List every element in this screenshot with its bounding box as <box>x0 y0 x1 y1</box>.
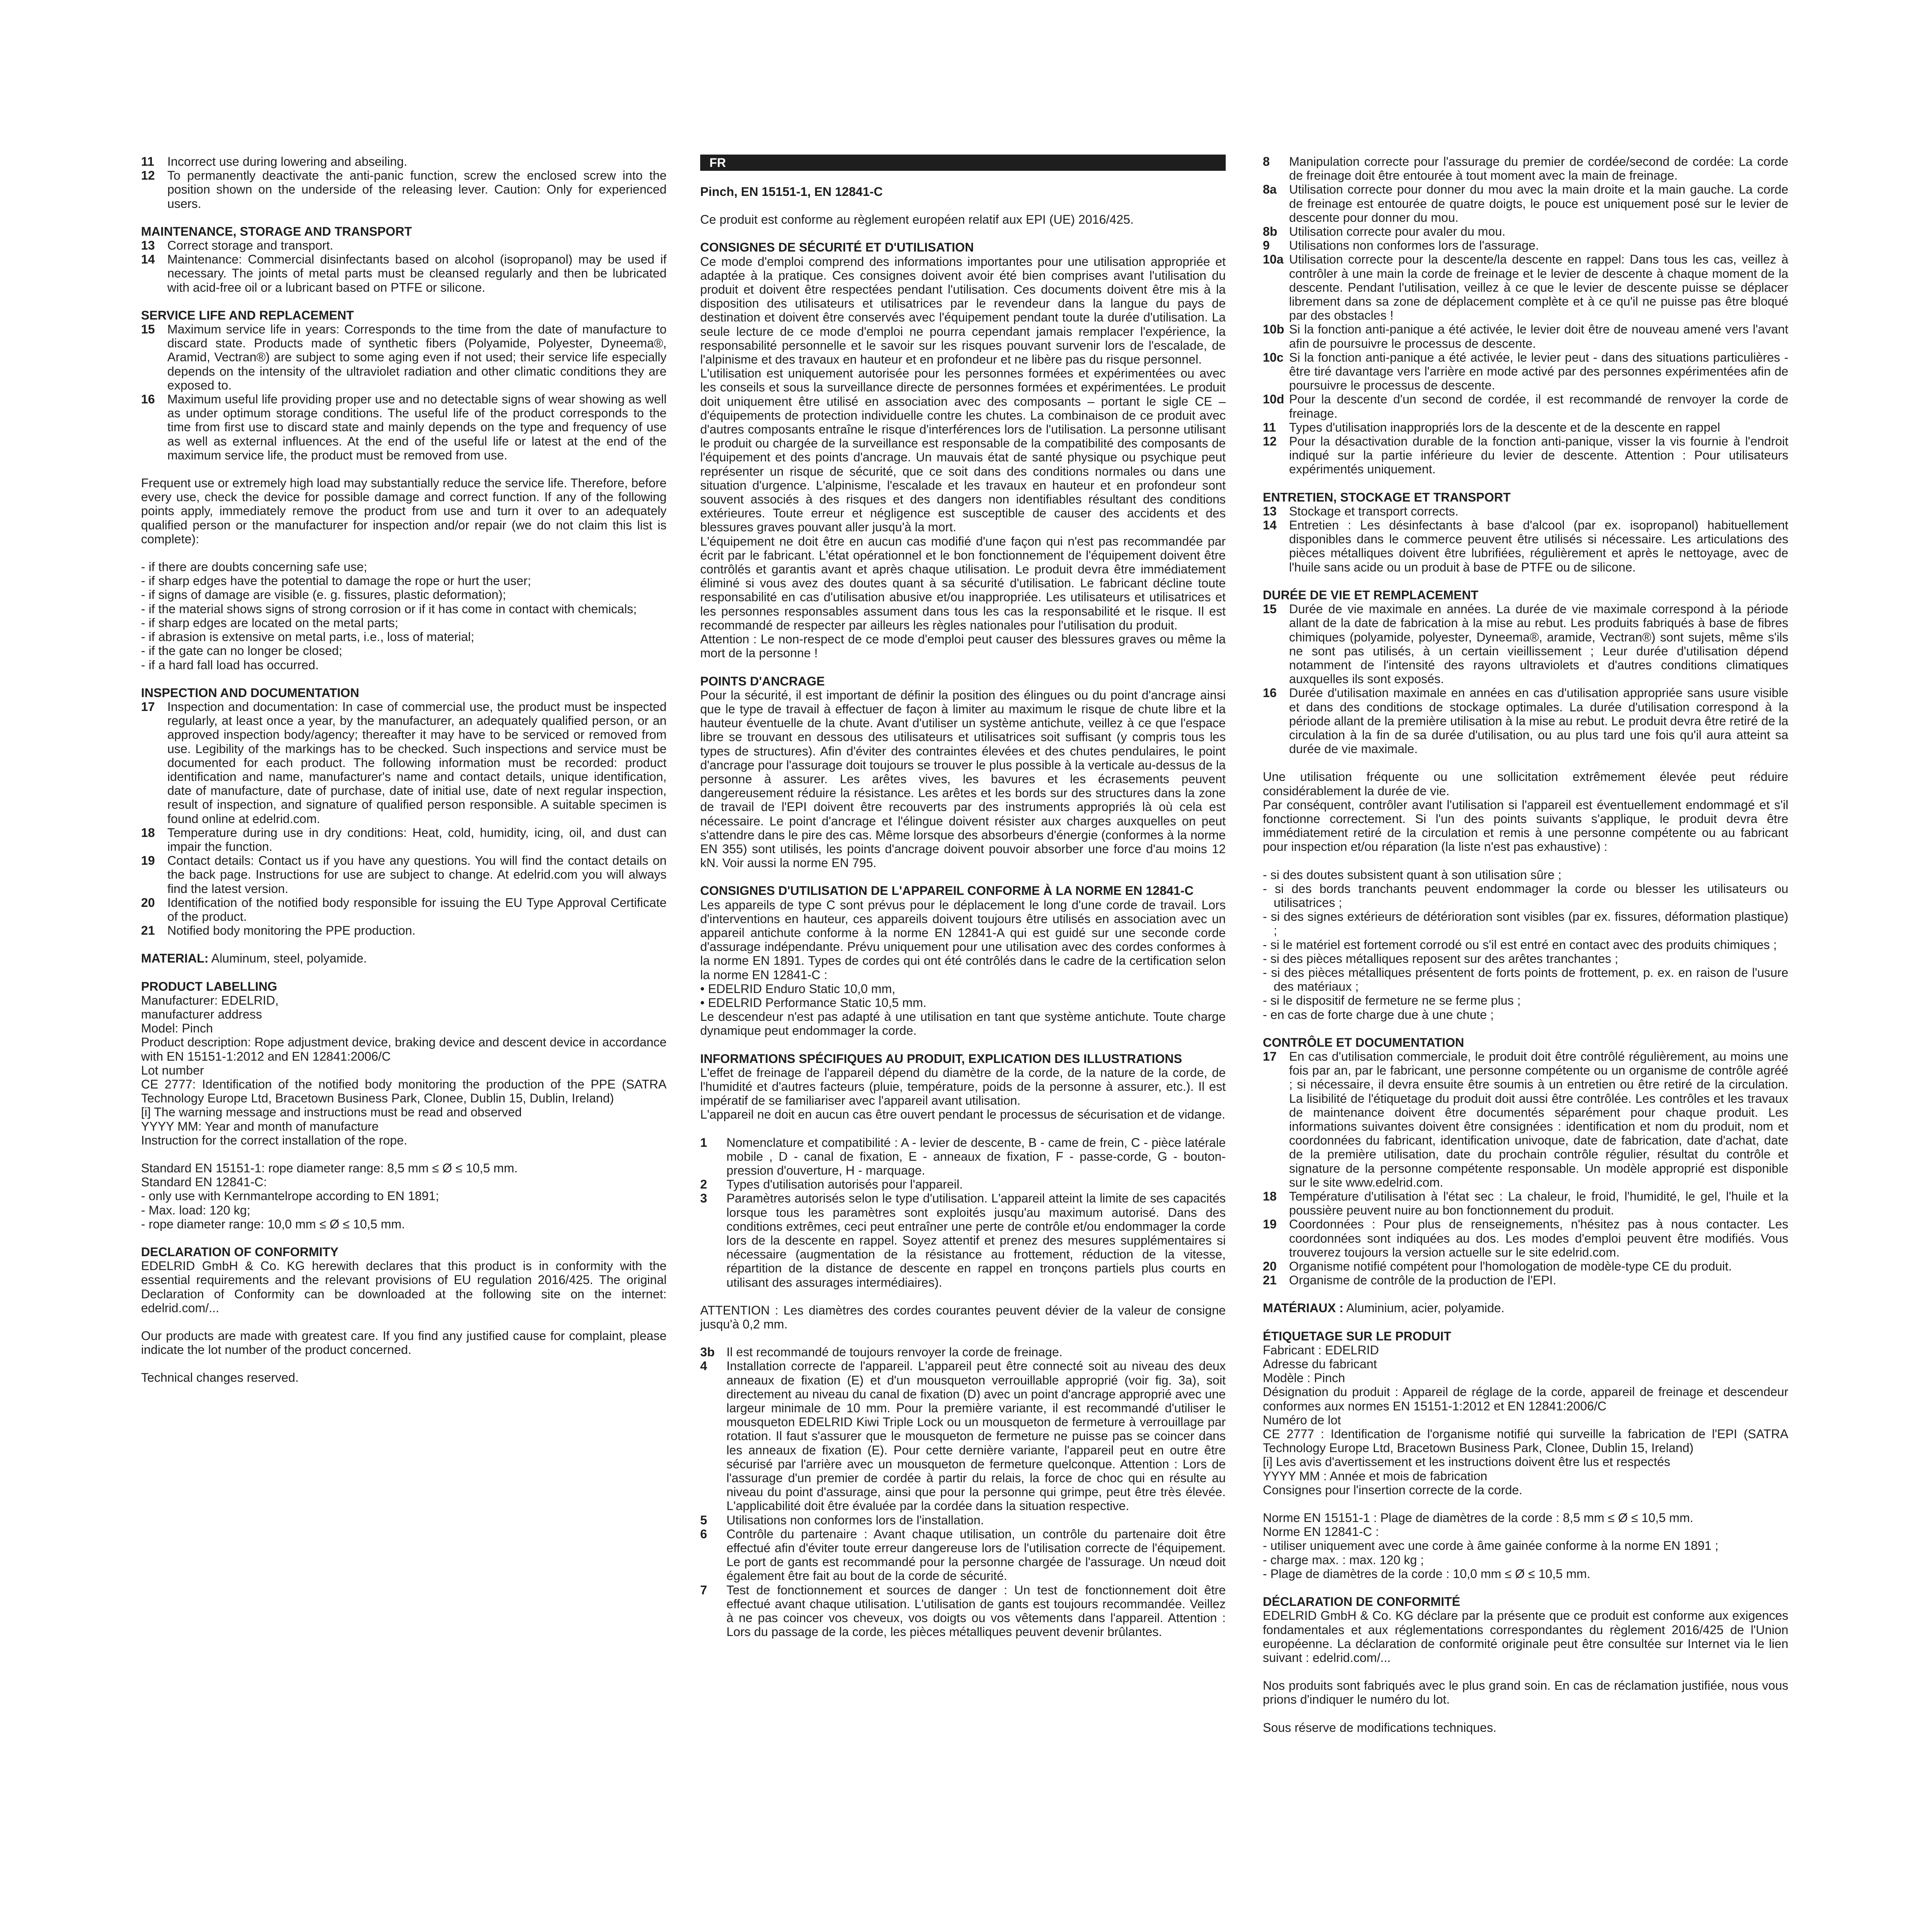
item-number: 10a <box>1263 252 1284 267</box>
item-number: 2 <box>700 1177 707 1192</box>
text-line: Numéro de lot <box>1263 1413 1341 1427</box>
text-line: [i] Les avis d'avertissement et les instructions doivent être lus et respectés <box>1263 1455 1670 1469</box>
norm-bullets <box>700 982 1226 1010</box>
fr-frequent-paras <box>1263 770 1788 854</box>
text-line: L'équipement ne doit être en aucun cas modifié d'une façon qui n'est pas recommandée par écrit par le fabricant. L'état opérationnel et le bon fonctionnement de l'équipement doivent être contrôlés et garantis avant et après chaque utilisation. Le produit devra être immédiatement éliminé si vous avez des doutes quant à sa sécurité d'utilisation. Le fabricant décline toute responsabilité en cas d'utilisation abusive et/ou inappropriée. Les utilisateurs et utilisatrices et les personnes responsables assument dans tous les cas la responsabilité et le risque. Il est recommandé de respecter par ailleurs les règles nationales pour l'utilisation du produit. <box>700 534 1226 632</box>
text-line: • EDELRID Enduro Static 10,0 mm, <box>700 981 896 996</box>
item-number: 18 <box>1263 1189 1277 1204</box>
list-item <box>1263 252 1788 322</box>
item-number: 17 <box>141 699 155 714</box>
item-number: 11 <box>141 155 155 168</box>
text-line: - only use with Kernmantelrope according to EN 1891; <box>141 1189 439 1203</box>
list-item <box>1263 420 1788 434</box>
text-line: Par conséquent, contrôler avant l'utilisation si l'appareil est éventuellement endommagé et s'il fonctionne correctement. Si l'un des points suivants s'applique, le produit devra être immédiatement retiré de la circulation et remis à une personne compétente ou au fabricant pour inspection et/ou réparation (la liste n'est pas exhaustive) : <box>1263 798 1788 854</box>
list-item <box>1263 1189 1788 1217</box>
item-number: 17 <box>1263 1049 1277 1063</box>
item-text: Il est recommandé de toujours renvoyer la corde de freinage. <box>726 1345 1063 1359</box>
item-text: Types d'utilisation inappropriés lors de la descente et de la descente en rappel <box>1289 420 1720 434</box>
list-item <box>700 1527 1226 1583</box>
material-label: MATERIAL: <box>141 951 209 966</box>
item-number: 1 <box>700 1135 707 1150</box>
list-fr-a <box>700 1136 1226 1289</box>
item-number: 11 <box>1263 420 1276 434</box>
labelling-heading: PRODUCT LABELLING <box>141 979 277 993</box>
item-text: Contrôle du partenaire : Avant chaque utilisation, un contrôle du partenaire doit être effectué afin d'éviter toute erreur dangereuse lors de l'utilisation correcte de l'équipement. Le port de gants est recommandé pour la personne chargée de l'assurage. Un nœud doit également être fait au bout de la corde de sécurité. <box>726 1527 1226 1583</box>
item-text: Incorrect use during lowering and abseiling. <box>167 155 407 168</box>
material-text: Aluminum, steel, polyamide. <box>208 951 367 966</box>
fr-label-heading: ÉTIQUETAGE SUR LE PRODUIT <box>1263 1329 1451 1343</box>
item-number: 13 <box>1263 504 1277 518</box>
text-line: - si le matériel est fortement corrodé ou s'il est entré en contact avec des produits chimiques ; <box>1263 937 1777 952</box>
safety-heading: CONSIGNES DE SÉCURITÉ ET D'UTILISATION <box>700 240 974 255</box>
item-text: Organisme de contrôle de la production de l'EPI. <box>1289 1273 1556 1287</box>
info-paras <box>700 1066 1226 1122</box>
text-line: - rope diameter range: 10,0 mm ≤ Ø ≤ 10,5 mm. <box>141 1217 405 1231</box>
list-item <box>1263 238 1788 252</box>
item-number: 3 <box>700 1191 707 1206</box>
item-text: Utilisations non conformes lors de l'assurage. <box>1289 238 1539 253</box>
item-text: Si la fonction anti-panique a été activée, le levier doit être de nouveau amené vers l'avant afin de poursuivre le processus de descente. <box>1289 322 1788 350</box>
list-item <box>141 923 667 937</box>
item-number: 5 <box>700 1513 707 1527</box>
fr-norm-lines <box>1263 1511 1788 1581</box>
text-line: - si le dispositif de fermeture ne se ferme plus ; <box>1263 993 1521 1008</box>
text-line: Modèle : Pinch <box>1263 1371 1345 1385</box>
item-text: Installation correcte de l'appareil. L'appareil peut être connecté soit au niveau des deux anneaux de fixation (E) et d'un mousqueton verrouillable approprié (voir fig. 3a), soit directement au niveau du canal de fixation (D) avec un point d'ancrage approprié avec une largeur minimale de 10 mm. Pour la première variante, il est recommandé d'utiliser le mousqueton EDELRID Kiwi Triple Lock ou un mousqueton de fermeture à verrouillage par rotation. Il faut s'assurer que le mousqueton de fermeture ne puisse pas se coincer dans les anneaux de fixation (E). Pour cette dernière variante, l'appareil peut en outre être sécurisé par l'arrière avec un mousqueton de fermeture quelconque. Attention : Lors de l'assurage d'un premier de cordée à partir du relais, la force de choc qui en résulte au niveau du point d'assurage, ainsi que pour la personne qui grimpe, peut être très élevée. L'applicabilité doit être évaluée par la cordée dans la situation respective. <box>726 1359 1226 1513</box>
text-line: Consignes pour l'insertion correcte de la corde. <box>1263 1483 1522 1497</box>
list-item <box>700 1513 1226 1527</box>
inspection-heading: INSPECTION AND DOCUMENTATION <box>141 685 359 700</box>
anchor-text: Pour la sécurité, il est important de définir la position des élingues ou du point d'ancrage ainsi que le type de travail à effectuer de façon à limiter au maximum le risque de chute libre et la hauteur éventuelle de la chute. Avant d'utiliser un système antichute, veillez à ce que l'espace libre se trouvant en dessous des utilisateurs et utilisatrices soit suffisant (y compris tous les types de structures). Afin d'éviter des contraintes élevées et des chutes pendulaires, le point d'ancrage pour l'assurage doit toujours se trouver le plus possible à la verticale au-dessus de la personne à assurer. Les arêtes vives, les bavures et les écrasements peuvent dangereusement réduire la résistance. Les arêtes et les bords sur des structures dans la zone de travail de l'EPI doivent être recouverts par des instruments appropriés là où cela est nécessaire. Le point d'ancrage et l'élingue doivent résister aux charges auxquelles on peut s'attendre dans le pire des cas. Même lorsque des absorbeurs d'énergie (conformes à la norme EN 355) sont utilisés, les points d'ancrage doivent pouvoir absorber une force d'au moins 12 kN. Voir aussi la norme EN 795. <box>700 688 1226 870</box>
fr-life-heading: DURÉE DE VIE ET REMPLACEMENT <box>1263 588 1478 602</box>
list-en-service <box>141 322 667 462</box>
text-line: - Max. load: 120 kg; <box>141 1203 250 1217</box>
list-item <box>141 155 667 168</box>
list-item <box>700 1177 1226 1191</box>
item-text: Paramètres autorisés selon le type d'utilisation. L'appareil atteint la limite de ses capacités lorsque tous les paramètres sont exploités jusqu'au maximum autorisé. Dans des conditions extrêmes, ceci peut entraîner une perte de contrôle et/ou endommager la corde lors de la descente en rappel. Soyez attentif et prenez des mesures supplémentaires si nécessaire (augmentation de la résistance au frottement, réduction de la vitesse, répartition de la distance de descente en rappel en tronçons partiels plus courts en utilisant des assurages intermédiaires). <box>726 1191 1226 1289</box>
text-line: Product description: Rope adjustment device, braking device and descent device in accordance with EN 15151-1:2012 and EN 12841:2006/C <box>141 1035 667 1063</box>
item-number: 8 <box>1263 155 1270 168</box>
list-item <box>1263 1259 1788 1273</box>
item-number: 21 <box>1263 1273 1277 1287</box>
list-item <box>141 322 667 392</box>
text-line: Une utilisation fréquente ou une sollicitation extrêmement élevée peut réduire considérablement la durée de vie. <box>1263 770 1788 798</box>
text-line: YYYY MM: Year and month of manufacture <box>141 1119 379 1133</box>
list-item <box>1263 518 1788 574</box>
fr-material-label: MATÉRIAUX : <box>1263 1301 1344 1315</box>
item-number: 14 <box>141 252 155 267</box>
list-item <box>1263 322 1788 350</box>
item-number: 7 <box>700 1583 707 1597</box>
item-text: Test de fonctionnement et sources de danger : Un test de fonctionnement doit être effectué avant chaque utilisation. L'utilisation de gants est toujours recommandée. Veillez à ne pas coincer vos cheveux, vos doigts ou vos vêtements dans l'appareil. Attention : Lors du passage de la corde, les pièces métalliques peuvent devenir brûlantes. <box>726 1583 1226 1639</box>
item-number: 10c <box>1263 350 1284 364</box>
item-number: 8a <box>1263 182 1277 197</box>
norm-heading: CONSIGNES D'UTILISATION DE L'APPAREIL CONFORME À LA NORME EN 12841-C <box>700 884 1194 898</box>
list-item <box>1263 392 1788 420</box>
item-number: 16 <box>141 392 155 406</box>
standard-lines <box>141 1161 667 1231</box>
fr-changes-text: Sous réserve de modifications techniques. <box>1263 1720 1497 1735</box>
list-fr-c <box>1263 155 1788 476</box>
attention-diameter: ATTENTION : Les diamètres des cordes courantes peuvent dévier de la valeur de consigne jusqu'à 0,2 mm. <box>700 1303 1226 1332</box>
item-text: Entretien : Les désinfectants à base d'alcool (par ex. isopropanol) habituellement disponibles dans le commerce peuvent être utilisés si nécessaire. Les articulations des pièces métalliques doivent être lubrifiées, régulièrement et après le nettoyage, avec de l'huile sans acide ou un produit à base de PTFE ou de silicone. <box>1289 518 1788 574</box>
list-item <box>700 1583 1226 1639</box>
text-line: Attention : Le non-respect de ce mode d'emploi peut causer des blessures graves ou même la mort de la personne ! <box>700 632 1226 660</box>
item-text: Maximum useful life providing proper use and no detectable signs of wear showing as well as under optimum storage conditions. The useful life of the product corresponds to the time from first use to discard state and mainly depends on the type and frequency of use as well as external influences. At the end of the useful life or latest at the end of the maximum service life, the product must be removed from use. <box>167 392 667 462</box>
item-text: Identification of the notified body responsible for issuing the EU Type Approval Certificate of the product. <box>167 895 667 923</box>
text-line: Désignation du produit : Appareil de réglage de la corde, appareil de freinage et descendeur conformes aux normes EN 15151-1:2012 et EN 12841:2006/C <box>1263 1385 1788 1413</box>
list-item <box>700 1345 1226 1359</box>
list-item <box>141 854 667 896</box>
norm-text: Les appareils de type C sont prévus pour le déplacement le long d'une corde de travail. Lors d'interventions en hauteur, ces appareils doivent toujours être utilisés en association avec un appareil antichute conforme à la norme EN 12841-A qui est guidé sur une seconde corde d'assurage indépendante. Prévu uniquement pour une utilisation avec des cordes conformes à la norme EN 1891. Types de cordes qui ont été contrôlés dans le cadre de la certification selon la norme EN 12841-C : <box>700 898 1226 982</box>
safety-paras <box>700 255 1226 660</box>
labelling-lines <box>141 993 667 1147</box>
text-line: - charge max. : max. 120 kg ; <box>1263 1553 1424 1567</box>
item-text: Utilisation correcte pour avaler du mou. <box>1289 224 1505 239</box>
text-line: Instruction for the correct installation of the rope. <box>141 1133 407 1147</box>
item-text: Utilisation correcte pour donner du mou avec la main droite et la main gauche. La corde de freinage est entourée de quatre doigts, le pouce est uniquement posé sur le levier de descente pour donner du mou. <box>1289 182 1788 224</box>
fr-label-lines <box>1263 1343 1788 1497</box>
list-en-inspection <box>141 700 667 937</box>
text-line: - if the gate can no longer be closed; <box>141 644 342 658</box>
text-line: - if sharp edges are located on the metal parts; <box>141 616 398 630</box>
item-number: 8b <box>1263 224 1277 239</box>
item-text: Correct storage and transport. <box>167 238 333 253</box>
text-line: - if sharp edges have the potential to damage the rope or hurt the user; <box>141 574 531 588</box>
anchor-heading: POINTS D'ANCRAGE <box>700 674 825 688</box>
item-number: 15 <box>1263 602 1277 616</box>
text-line: Norme EN 15151-1 : Plage de diamètres de la corde : 8,5 mm ≤ Ø ≤ 10,5 mm. <box>1263 1511 1694 1525</box>
text-line: manufacturer address <box>141 1007 262 1021</box>
text-line: - si des bords tranchants peuvent endommager la corde ou blesser les utilisateurs ou utilisatrices ; <box>1263 881 1788 910</box>
norm-after: Le descendeur n'est pas adapté à une utilisation en tant que système antichute. Toute charge dynamique peut endommager la corde. <box>700 1010 1226 1038</box>
text-line: - si des doutes subsistent quant à son utilisation sûre ; <box>1263 867 1561 882</box>
item-text: Manipulation correcte pour l'assurage du premier de cordée/second de cordée: La corde de freinage doit être entourée à tout moment avec la main de freinage. <box>1289 155 1788 183</box>
item-number: 19 <box>141 854 155 868</box>
list-item <box>141 238 667 252</box>
checklist-en <box>141 560 667 672</box>
item-number: 10d <box>1263 392 1284 406</box>
service-life-heading: SERVICE LIFE AND REPLACEMENT <box>141 308 354 322</box>
item-text: Maintenance: Commercial disinfectants based on alcohol (isopropanol) may be used if necessary. The joints of metal parts must be cleansed regularly and then be lubricated with acid-free oil or a lubricant based on PTFE or silicone. <box>167 252 667 294</box>
item-number: 20 <box>141 895 155 910</box>
text-line: L'effet de freinage de l'appareil dépend du diamètre de la corde, de la nature de la corde, de l'humidité et d'autres facteurs (pluie, température, poids de la personne à assurer, etc.). Il est impératif de se familiariser avec l'appareil avant utilisation. <box>700 1065 1226 1108</box>
declaration-heading: DECLARATION OF CONFORMITY <box>141 1245 338 1259</box>
declaration-text: EDELRID GmbH & Co. KG herewith declares that this product is in conformity with the essential requirements and the relevant provisions of EU regulation 2016/425. The original Declaration of Conformity can be downloaded at the following site on the internet: edelrid.com/... <box>141 1259 667 1315</box>
list-item <box>1263 504 1788 518</box>
list-item <box>141 252 667 294</box>
list-item <box>1263 1049 1788 1189</box>
product-title: Pinch, EN 15151-1, EN 12841-C <box>700 185 883 199</box>
text-line: [i] The warning message and instructions must be read and observed <box>141 1105 522 1119</box>
text-line: - if abrasion is extensive on metal parts, i.e., loss of material; <box>141 630 475 644</box>
list-item <box>700 1136 1226 1178</box>
item-number: 10b <box>1263 322 1284 337</box>
info-heading: INFORMATIONS SPÉCIFIQUES AU PRODUIT, EXPLICATION DES ILLUSTRATIONS <box>700 1051 1182 1066</box>
item-text: Utilisation correcte pour la descente/la descente en rappel: Dans tous les cas, veillez à contrôler à une main la corde de freinage et le levier de descente à chaque moment de la descente. Pendant l'utilisation, veillez à ce que le levier de descente puisse se déplacer librement dans sa zone de déplacement complète et à ce qu'il ne puisse pas être bloqué par des obstacles ! <box>1289 252 1788 323</box>
fr-declaration-heading: DÉCLARATION DE CONFORMITÉ <box>1263 1595 1460 1609</box>
list-item <box>141 826 667 854</box>
list-item <box>1263 224 1788 238</box>
list-item <box>141 392 667 462</box>
item-number: 21 <box>141 923 155 938</box>
care-text: Our products are made with greatest care. If you find any justified cause for complaint, please indicate the lot number of the product concerned. <box>141 1329 667 1357</box>
item-text: Stockage et transport corrects. <box>1289 504 1459 518</box>
text-line: - si des pièces métalliques présentent de forts points de frottement, p. ex. en raison de l'usure des matériaux ; <box>1263 965 1788 994</box>
list-item <box>700 1191 1226 1289</box>
item-text: Organisme notifié compétent pour l'homologation de modèle-type CE du produit. <box>1289 1259 1732 1274</box>
item-number: 20 <box>1263 1259 1277 1274</box>
fr-declaration-text: EDELRID GmbH & Co. KG déclare par la présente que ce produit est conforme aux exigences fondamentales et aux réglementations correspondantes du règlement 2016/425 de l'Union européenne. La déclaration de conformité originale peut être consultée sur Internet via le lien suivant : edelrid.com/... <box>1263 1609 1788 1665</box>
item-text: Contact details: Contact us if you have any questions. You will find the contact details on the back page. Instructions for use are subject to change. At edelrid.com you will always find the latest version. <box>167 854 667 896</box>
item-text: En cas d'utilisation commerciale, le produit doit être contrôlé régulièrement, au moins une fois par an, par le fabricant, une personne compétente ou un organisme de contrôle agréé ; si nécessaire, il devra ensuite être soumis à un entretien ou être retiré de la circulation. La lisibilité de l'étiquetage du produit doit aussi être contrôlée. Les contrôles et les travaux de maintenance doivent être documentés séparément pour chaque produit. Les informations suivantes doivent être consignées : identification et nom du produit, nom et coordonnées du fabricant, identification univoque, date de fabrication, date d'achat, date de la première utilisation, date du prochain contrôle régulier, résultat du contrôle et signature de la personne compétente responsable. Un modèle approprié est disponible sur le site www.edelrid.com. <box>1289 1049 1788 1189</box>
item-text: Nomenclature et compatibilité : A - levier de descente, B - came de frein, C - pièce latérale mobile , D - canal de fixation, E - anneaux de fixation, F - passe-corde, G - bouton-pression d'ouverture, H - marquage. <box>726 1135 1226 1177</box>
item-text: Utilisations non conformes lors de l'installation. <box>726 1513 984 1527</box>
list-item <box>141 168 667 211</box>
text-line: L'utilisation est uniquement autorisée pour les personnes formées et expérimentées ou avec les conseils et sous la surveillance directe de personnes formées et expérimentées. Le produit doit uniquement être utilisé en association avec des composants – portant le sigle CE – d'équipements de protection individuelle contre les chutes. La combinaison de ce produit avec d'autres composants entraîne le risque d'interférences lors de l'utilisation. La personne utilisant le produit ou chargée de la surveillance est responsable de la compatibilité des composants de l'équipement et des points d'ancrage. Un mauvais état de santé physique ou psychique peut représenter un risque de sécurité, que ce soit dans des conditions normales ou dans une situation d'urgence. L'alpinisme, l'escalade et les travaux en hauteur et en profondeur sont souvent associés à des risques et des dangers non identifiables résultant des conditions extérieures. Toute erreur et négligence est susceptible de causer des accidents et des blessures graves pouvant aller jusqu'à la mort. <box>700 366 1226 534</box>
item-text: Maximum service life in years: Corresponds to the time from the date of manufacture to discard state. Products made of synthetic fibers (Polyamide, Polyester, Dyneema®, Aramid, Vectran®) are subject to some aging even if not used; their service life especially depends on the intensity of the ultraviolet radiation and other climatic conditions they are exposed to. <box>167 322 667 392</box>
item-number: 12 <box>1263 434 1277 449</box>
list-fr-b <box>700 1345 1226 1639</box>
list-item <box>141 700 667 826</box>
list-item <box>1263 182 1788 224</box>
intro-text: Ce produit est conforme au règlement européen relatif aux EPI (UE) 2016/425. <box>700 213 1134 227</box>
language-bar-fr: FR <box>700 155 1226 171</box>
list-fr-control <box>1263 1049 1788 1287</box>
text-line: - Plage de diamètres de la corde : 10,0 mm ≤ Ø ≤ 10,5 mm. <box>1263 1566 1590 1581</box>
list-item <box>700 1359 1226 1513</box>
text-line: - si des pièces métalliques reposent sur des arêtes tranchantes ; <box>1263 951 1618 966</box>
text-line: - if signs of damage are visible (e. g. fissures, plastic deformation); <box>141 588 506 602</box>
list-en-maintenance <box>141 238 667 294</box>
text-line: Fabricant : EDELRID <box>1263 1343 1379 1357</box>
text-line: Norme EN 12841-C : <box>1263 1525 1379 1539</box>
text-line: - if there are doubts concerning safe use; <box>141 560 367 574</box>
list-item <box>1263 602 1788 686</box>
list-fr-life <box>1263 602 1788 756</box>
list-item <box>1263 155 1788 182</box>
item-number: 3b <box>700 1345 715 1359</box>
french-column-2 <box>1263 155 1788 1735</box>
item-number: 6 <box>700 1527 707 1541</box>
text-line: Manufacturer: EDELRID, <box>141 993 279 1007</box>
text-line: L'appareil ne doit en aucun cas être ouvert pendant le processus de sécurisation et de vidange. <box>700 1107 1225 1122</box>
text-line: YYYY MM : Année et mois de fabrication <box>1263 1469 1487 1483</box>
text-line: Model: Pinch <box>141 1021 213 1036</box>
text-line: - si des signes extérieurs de détérioration sont visibles (par ex. fissures, déformation plastique) ; <box>1263 910 1788 938</box>
list-item <box>1263 686 1788 756</box>
item-number: 13 <box>141 238 155 253</box>
changes-text: Technical changes reserved. <box>141 1371 299 1385</box>
item-text: Pour la descente d'un second de cordée, il est recommandé de renvoyer la corde de freinage. <box>1289 392 1788 420</box>
text-line: Standard EN 12841-C: <box>141 1175 267 1189</box>
item-text: Inspection and documentation: In case of commercial use, the product must be inspected regularly, at least once a year, by the manufacturer, an adequately qualified person, or an approved inspection body/agency; thereafter it may have to be serviced or removed from use. Legibility of the markings has to be checked. Such inspections and service must be documented for each product. The following information must be recorded: product identification and name, manufacturer's name and contact details, unique identification, date of manufacture, date of purchase, date of initial use, date of next regular inspection, result of inspection, and signature of qualified person responsible. A suitable specimen is found online at edelrid.com. <box>167 699 667 826</box>
text-line: CE 2777: Identification of the notified body monitoring the production of the PPE (SATRA Technology Europe Ltd, Bracetown Business Park, Clonee, Dublin 15, Dublin, Ireland) <box>141 1077 667 1105</box>
text-line: Standard EN 15151-1: rope diameter range: 8,5 mm ≤ Ø ≤ 10,5 mm. <box>141 1161 518 1175</box>
text-line: - if a hard fall load has occurred. <box>141 658 319 672</box>
item-number: 18 <box>141 825 155 840</box>
text-line: - utiliser uniquement avec une corde à âme gainée conforme à la norme EN 1891 ; <box>1263 1539 1719 1553</box>
frequent-use-text: Frequent use or extremely high load may substantially reduce the service life. Therefore, before every use, check the device for possible damage and correct function. If any of the following points apply, immediately remove the product from use and turn it over to an adequately qualified person or the manufacturer for inspection and/or repair (we do not claim this list is complete): <box>141 476 667 546</box>
list-item <box>1263 350 1788 393</box>
fr-material-text: Aluminium, acier, polyamide. <box>1343 1301 1505 1315</box>
item-number: 15 <box>141 322 155 337</box>
item-number: 19 <box>1263 1217 1277 1231</box>
fr-care-text: Nos produits sont fabriqués avec le plus grand soin. En cas de réclamation justifiée, nous vous prions d'indiquer le numéro du lot. <box>1263 1679 1788 1707</box>
list-item <box>141 896 667 923</box>
material-line <box>141 951 667 965</box>
item-text: Types d'utilisation autorisés pour l'appareil. <box>726 1177 963 1192</box>
item-text: To permanently deactivate the anti-panic function, screw the enclosed screw into the position shown on the underside of the releasing lever. Caution: Only for experienced users. <box>167 168 667 211</box>
text-line: - if the material shows signs of strong corrosion or if it has come in contact with chemicals; <box>141 602 637 616</box>
item-text: Temperature during use in dry conditions: Heat, cold, humidity, icing, oil, and dust can impair the function. <box>167 825 667 854</box>
list-item <box>1263 434 1788 476</box>
checklist-fr <box>1263 868 1788 1022</box>
item-text: Durée d'utilisation maximale en années en cas d'utilisation appropriée sans usure visible et dans des conditions de stockage optimales. La durée d'utilisation correspond à la période allant de la première utilisation à la mise au rebut. Le produit devra être retiré de la circulation à la fin de sa durée d'utilisation, ou au plus tard une fois qu'il aura atteint sa durée de vie maximale. <box>1289 686 1788 756</box>
item-number: 4 <box>700 1359 707 1373</box>
item-number: 9 <box>1263 238 1270 253</box>
french-column-1 <box>700 155 1226 1639</box>
text-line: Ce mode d'emploi comprend des informations importantes pour une utilisation appropriée et adaptée à la pratique. Ces consignes doivent avoir été bien comprises avant l'utilisation du produit et doivent être respectées pendant l'utilisation. Ces documents doivent être mis à la disposition des utilisateurs et utilisatrices par le revendeur dans la langue du pays de destination et doivent être conservés avec l'équipement pendant toute la durée d'utilisation. La seule lecture de ce mode d'emploi ne pourra cependant jamais remplacer l'expérience, la responsabilité personnelle et le savoir sur les risques pouvant survenir lors de l'escalade, de l'alpinisme et des travaux en hauteur et en profondeur et ne libère pas du risque personnel. <box>700 254 1226 367</box>
english-column <box>141 155 667 1385</box>
item-text: Si la fonction anti-panique a été activée, le levier peut - dans des situations particulières - être tiré davantage vers l'arrière en mode activé par des personnes expérimentées afin de poursuivre le processus de descente. <box>1289 350 1788 393</box>
text-line: Lot number <box>141 1063 204 1077</box>
text-line: CE 2777 : Identification de l'organisme notifié qui surveille la fabrication de l'EPI (SATRA Technology Europe Ltd, Bracetown Business Park, Clonee, Dublin 15, Ireland) <box>1263 1427 1788 1455</box>
item-number: 16 <box>1263 686 1277 700</box>
list-fr-maintenance <box>1263 504 1788 574</box>
maintenance-heading: MAINTENANCE, STORAGE AND TRANSPORT <box>141 224 412 238</box>
text-line: - en cas de forte charge due à une chute ; <box>1263 1007 1494 1022</box>
list-item <box>1263 1217 1788 1259</box>
item-number: 12 <box>141 168 155 183</box>
fr-material-line <box>1263 1301 1788 1315</box>
item-text: Notified body monitoring the PPE production. <box>167 923 416 938</box>
text-line: Adresse du fabricant <box>1263 1357 1377 1371</box>
text-line: • EDELRID Performance Static 10,5 mm. <box>700 995 927 1010</box>
item-number: 14 <box>1263 518 1277 532</box>
fr-maintenance-heading: ENTRETIEN, STOCKAGE ET TRANSPORT <box>1263 490 1511 504</box>
item-text: Température d'utilisation à l'état sec : La chaleur, le froid, l'humidité, le gel, l'huile et la poussière peuvent nuire au bon fonctionnement du produit. <box>1289 1189 1788 1218</box>
item-text: Pour la désactivation durable de la fonction anti-panique, visser la vis fournie à l'endroit indiqué sur la partie inférieure du levier de descente. Attention : Pour utilisateurs expérimentés uniquement. <box>1289 434 1788 476</box>
fr-control-heading: CONTRÔLE ET DOCUMENTATION <box>1263 1035 1464 1049</box>
item-text: Durée de vie maximale en années. La durée de vie maximale correspond à la période allant de la date de fabrication à la mise au rebut. Les produits fabriqués à base de fibres chimiques (polyamide, polyester, Dyneema®, aramide, Vectran®) sont sujets, même s'ils ne sont pas utilisés, à un certain vieillissement ; Leur durée d'utilisation dépend notamment de l'intensité des rayons ultraviolets et d'autres conditions climatiques auxquelles ils sont exposés. <box>1289 602 1788 686</box>
item-text: Coordonnées : Pour plus de renseignements, n'hésitez pas à nous contacter. Les coordonnées sont indiquées au dos. Les modes d'emploi peuvent être modifiés. Vous trouverez toujours la version actuelle sur le site edelrid.com. <box>1289 1217 1788 1259</box>
list-item <box>1263 1273 1788 1287</box>
list-en-top <box>141 155 667 211</box>
